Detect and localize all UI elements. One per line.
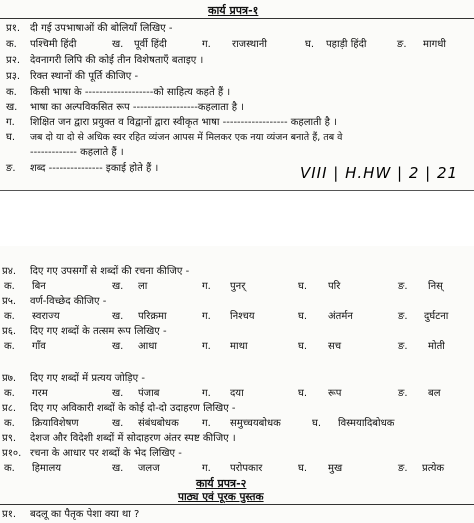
question-number: प्र१०. xyxy=(2,448,22,459)
option-value: रूप xyxy=(328,388,342,399)
question-8-options xyxy=(0,416,474,431)
option-label: ख. xyxy=(112,341,124,352)
option-label: ङ. xyxy=(398,311,408,322)
option-label: ख. xyxy=(112,418,124,429)
item-text: ------------- कहलाते हैं । xyxy=(30,147,124,158)
option-value: पहाड़ी हिंदी xyxy=(326,39,367,50)
option-value: मोती xyxy=(428,341,445,352)
page-gap xyxy=(0,191,474,246)
option-value: निस् xyxy=(428,281,443,292)
option-label: ख. xyxy=(112,311,124,322)
question-text: वर्ण-विच्छेद कीजिए - xyxy=(30,296,107,307)
option-label: ख. xyxy=(112,281,124,292)
option-label: घ. xyxy=(312,418,322,429)
option-value: हिमालय xyxy=(32,463,62,474)
question-number: प्र१. xyxy=(6,23,21,34)
book-question-1 xyxy=(0,507,474,522)
item-text: किसी भाषा के -------------------को साहित्य कहते हैं । xyxy=(30,87,231,98)
worksheet-1 xyxy=(0,0,474,191)
option-value: गरम xyxy=(32,388,48,399)
option-label: घ. xyxy=(305,39,315,50)
question-number: प्र१. xyxy=(2,509,17,520)
option-value: अंतर्मन xyxy=(328,311,353,322)
item-text: शिक्षित जन द्वारा प्रयुक्त व विद्वानों द्वारा स्वीकृत भाषा ------------------ कहलाती है । xyxy=(30,117,337,128)
question-8 xyxy=(0,401,474,416)
option-label: क. xyxy=(4,341,15,352)
subtitle-divider xyxy=(0,504,474,505)
option-value: राजस्थानी xyxy=(232,39,267,50)
option-value: पूर्वी हिंदी xyxy=(134,39,167,50)
option-label: क. xyxy=(4,418,15,429)
fill-blank-item-continued xyxy=(0,145,474,160)
item-label: ग. xyxy=(6,117,15,128)
option-label: ख. xyxy=(112,388,124,399)
option-value: परिक्रमा xyxy=(138,311,167,322)
question-number: प्र२. xyxy=(6,55,21,66)
question-7-options xyxy=(0,386,474,401)
option-label: ङ. xyxy=(397,39,407,50)
question-number: प्र८. xyxy=(2,403,17,414)
option-value: समुच्चयबोधक xyxy=(230,418,281,429)
question-9 xyxy=(0,431,474,446)
item-label: क. xyxy=(6,87,17,98)
question-5-options xyxy=(0,309,474,324)
option-value: प्रत्येक xyxy=(422,463,445,474)
option-value: ला xyxy=(138,281,148,292)
option-label: ख. xyxy=(112,463,124,474)
fill-blank-item xyxy=(0,115,474,130)
option-label: ग. xyxy=(202,311,211,322)
option-label: ग. xyxy=(202,341,211,352)
option-label: ङ. xyxy=(398,463,408,474)
question-6-options xyxy=(0,339,474,354)
option-value: दया xyxy=(230,388,244,399)
question-text: दिए गए अविकारी शब्दों के कोई दो-दो उदाहरण लिखिए - xyxy=(30,403,236,414)
option-value: मुख xyxy=(328,463,343,474)
item-text: भाषा का अल्पविकसित रूप ------------------कहलाता है । xyxy=(30,102,244,113)
option-label: क. xyxy=(4,281,15,292)
option-value: पंजाब xyxy=(138,388,160,399)
option-label: क. xyxy=(4,311,15,322)
option-value: मागधी xyxy=(423,39,446,50)
option-value: क्रियाविशेषण xyxy=(32,418,79,429)
question-number: प्र४. xyxy=(2,266,17,277)
question-number: प्र९. xyxy=(2,433,17,444)
option-label: ग. xyxy=(202,39,211,50)
option-label: ग. xyxy=(202,388,211,399)
option-value: सच xyxy=(328,341,342,352)
question-7 xyxy=(0,371,474,386)
option-label: घ. xyxy=(298,341,308,352)
question-10-options xyxy=(0,461,474,476)
fill-blank-item xyxy=(0,85,474,100)
worksheet-2 xyxy=(0,246,474,523)
question-5 xyxy=(0,294,474,309)
question-text: दिए गए शब्दों में प्रत्यय जोड़िए - xyxy=(30,373,145,384)
option-value: आधा xyxy=(138,341,157,352)
item-label: घ. xyxy=(6,132,16,143)
question-text: देवनागरी लिपि की कोई तीन विशेषताएँ बताइए । xyxy=(30,55,204,66)
item-text: जब दो या दो से अधिक स्वर रहित व्यंजन आपस में मिलकर एक नया व्यंजन बनाते हैं, तब वे xyxy=(30,132,343,143)
option-value: गाँव xyxy=(32,341,46,352)
option-label: ख. xyxy=(112,39,124,50)
question-text: रिक्त स्थानों की पूर्ति कीजिए - xyxy=(30,71,139,82)
option-value: बिन xyxy=(32,281,46,292)
option-value: जलज xyxy=(138,463,160,474)
question-text: दिए गए उपसर्गों से शब्दों की रचना कीजिए - xyxy=(30,266,190,277)
question-number: प्र५. xyxy=(2,296,17,307)
item-label: ङ. xyxy=(6,163,16,174)
handwritten-note: VIII | H.HW | 2 | 21 xyxy=(300,164,459,182)
option-label: घ. xyxy=(298,311,308,322)
question-6 xyxy=(0,324,474,339)
option-value: परि xyxy=(328,281,341,292)
worksheet-1-title: कार्य प्रपत्र-१ xyxy=(208,4,259,17)
question-number: प्र७. xyxy=(2,373,17,384)
option-label: घ. xyxy=(298,463,308,474)
option-label: ङ. xyxy=(398,281,408,292)
option-label: घ. xyxy=(298,388,308,399)
option-value: संबंधबोधक xyxy=(138,418,179,429)
fill-blank-item xyxy=(0,130,474,145)
option-label: ङ. xyxy=(398,388,408,399)
option-label: क. xyxy=(4,388,15,399)
option-value: बल xyxy=(428,388,441,399)
option-label: ग. xyxy=(202,281,211,292)
option-value: पश्चिमी हिंदी xyxy=(30,39,77,50)
question-4-options xyxy=(0,279,474,294)
worksheet-2-subtitle: पाठ्य एवं पूरक पुस्तक xyxy=(178,491,264,503)
question-1-options xyxy=(0,37,474,52)
option-label: घ. xyxy=(298,281,308,292)
question-4 xyxy=(0,264,474,279)
item-text: शब्द --------------- इकाई होते हैं । xyxy=(30,163,159,174)
option-value: पुनर् xyxy=(230,281,246,292)
option-value: दुर्घटना xyxy=(424,311,449,322)
option-value: स्वराज्य xyxy=(32,311,60,322)
question-3 xyxy=(0,69,474,84)
question-text: रचना के आधार पर शब्दों के भेद लिखिए - xyxy=(30,448,182,459)
option-label: क. xyxy=(4,463,15,474)
option-label: क. xyxy=(6,39,17,50)
option-label: ग. xyxy=(202,418,211,429)
option-label: ग. xyxy=(202,463,211,474)
option-value: परोपकार xyxy=(230,463,263,474)
question-10 xyxy=(0,446,474,461)
worksheet-2-title: कार्य प्रपत्र-२ xyxy=(196,477,247,490)
option-value: विस्मयादिबोधक xyxy=(338,418,395,429)
fill-blank-item xyxy=(0,100,474,115)
option-label: ङ. xyxy=(398,341,408,352)
option-value: निश्चय xyxy=(230,311,255,322)
option-value: माथा xyxy=(230,341,248,352)
question-number: प्र६. xyxy=(2,326,17,337)
question-text: दिए गए शब्दों के तत्सम रूप लिखिए - xyxy=(30,326,167,337)
question-1 xyxy=(0,21,474,36)
question-text: दी गई उपभाषाओं की बोलियाँ लिखिए - xyxy=(30,23,173,34)
question-2 xyxy=(0,53,474,68)
question-number: प्र३. xyxy=(6,71,21,82)
title-divider xyxy=(0,18,474,19)
question-text: देशज और विदेशी शब्दों में सोदाहरण अंतर स्पष्ट कीजिए । xyxy=(30,433,236,444)
question-text: बदलू का पैतृक पेशा क्या था ? xyxy=(30,509,140,520)
item-label: ख. xyxy=(6,102,18,113)
